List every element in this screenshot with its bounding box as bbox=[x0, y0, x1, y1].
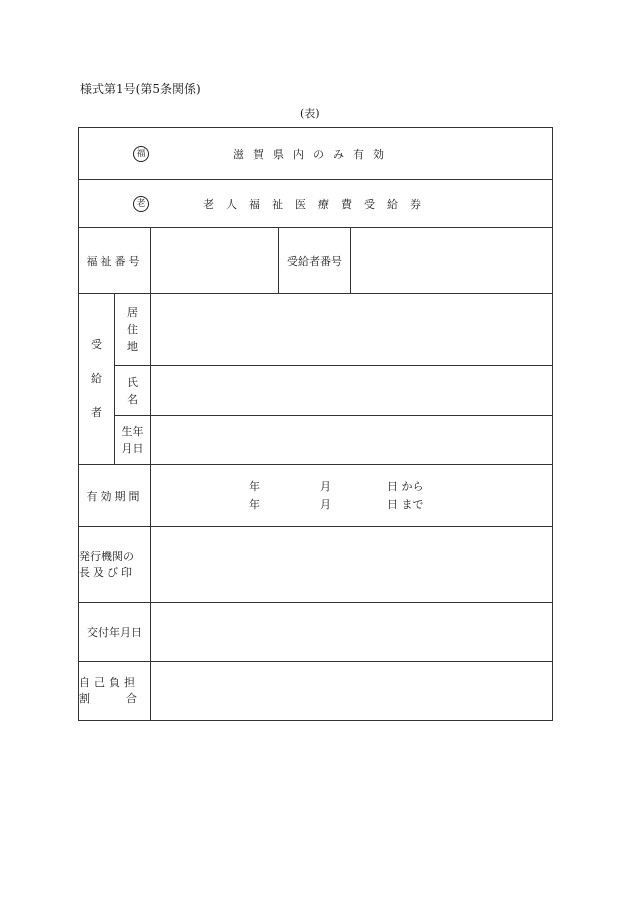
certificate-form bbox=[78, 127, 553, 721]
recipient-number-field[interactable] bbox=[351, 228, 553, 294]
validity-from-line: 年 月 日 から bbox=[249, 479, 424, 493]
title-row-2 bbox=[79, 180, 553, 228]
validity-field[interactable] bbox=[151, 465, 553, 527]
welfare-seal-icon: 福 bbox=[133, 146, 149, 162]
form-number: 様式第1号(第5条関係) bbox=[80, 82, 201, 96]
issuer-label: 発行機関の 長及び印 bbox=[79, 527, 151, 603]
validity-label: 有効期間 bbox=[79, 465, 151, 527]
welfare-number-field[interactable] bbox=[151, 228, 279, 294]
region-validity-text: 滋賀県内のみ有効 bbox=[233, 147, 393, 161]
address-field[interactable] bbox=[151, 294, 553, 366]
issuer-field[interactable] bbox=[151, 527, 553, 603]
title-row-1 bbox=[79, 128, 553, 180]
side-label: (表) bbox=[300, 107, 320, 120]
recipient-group-label: 受 給 者 bbox=[79, 294, 115, 465]
welfare-number-label: 福祉番号 bbox=[79, 228, 151, 294]
elderly-seal-icon: 老 bbox=[133, 196, 149, 212]
name-label: 氏 名 bbox=[115, 366, 151, 416]
copay-label: 自己負担 割 合 bbox=[79, 662, 151, 721]
recipient-number-label: 受給者番号 bbox=[279, 228, 351, 294]
birthdate-label: 生年 月日 bbox=[115, 416, 151, 465]
name-field[interactable] bbox=[151, 366, 553, 416]
issue-date-field[interactable] bbox=[151, 603, 553, 662]
validity-to-line: 年 月 日 まで bbox=[249, 497, 424, 511]
certificate-title: 老人福祉医療費受給券 bbox=[203, 197, 433, 211]
copay-field[interactable] bbox=[151, 662, 553, 721]
address-label: 居 住 地 bbox=[115, 294, 151, 366]
birthdate-field[interactable] bbox=[151, 416, 553, 465]
issue-date-label: 交付年月日 bbox=[79, 603, 151, 662]
